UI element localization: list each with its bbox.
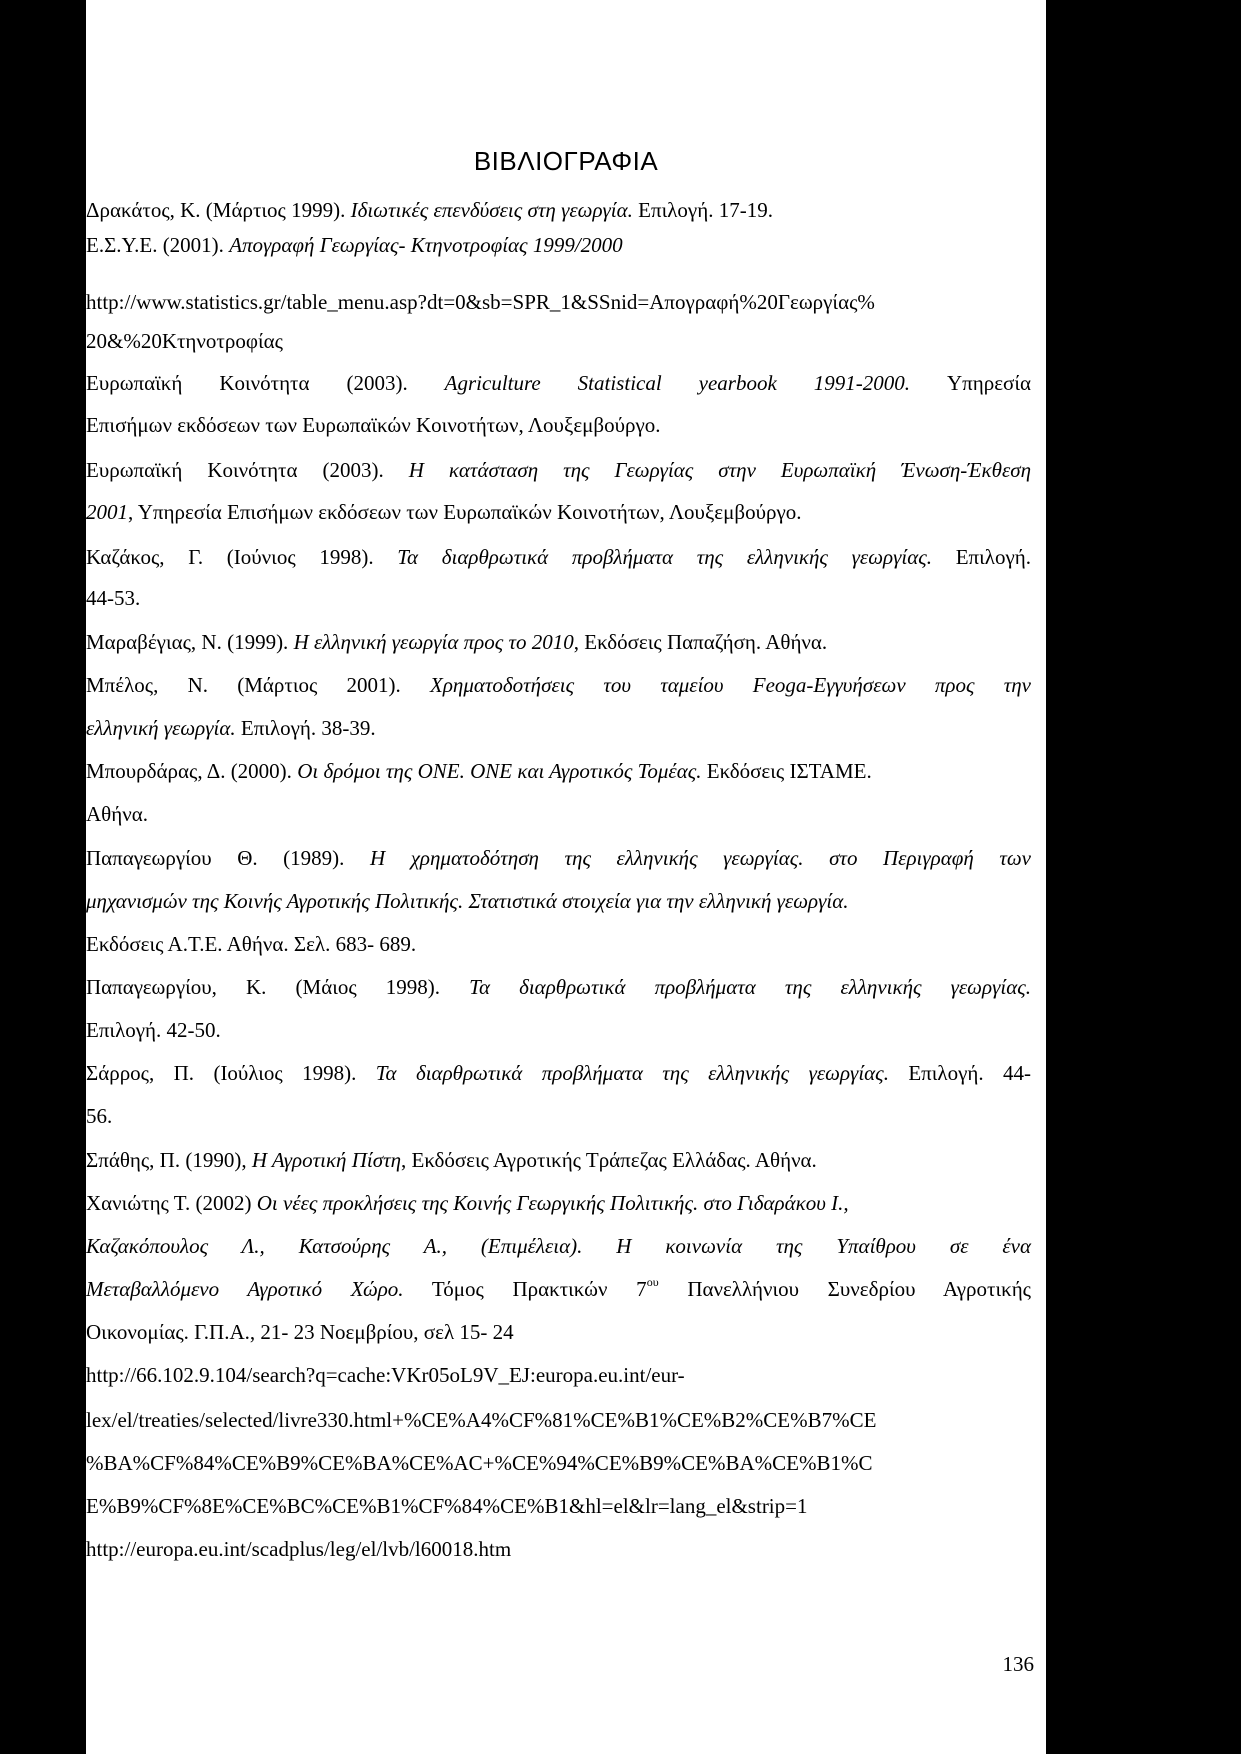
superscript: ου [646, 1275, 659, 1289]
reference-line: Επισήμων εκδόσεων των Ευρωπαϊκών Κοινοτήτων, Λουξεμβούργο. [86, 413, 661, 437]
reference-author: Χανιώτης Τ. (2002) [86, 1191, 257, 1215]
reference-author: Μπέλος, Ν. (Μάρτιος 2001). [86, 673, 430, 697]
reference-source: Επιλογή. 44- [888, 1061, 1032, 1085]
reference-author: Ευρωπαϊκή Κοινότητα (2003). [86, 371, 445, 395]
reference-author: Παπαγεωργίου Θ. (1989). [86, 846, 370, 870]
reference-title: μηχανισμών της Κοινής Αγροτικής Πολιτικής. Στατιστικά στοιχεία για την ελληνική γεωργία. [86, 889, 849, 913]
reference-title: Η ελληνική γεωργία προς το 2010 [293, 630, 574, 654]
reference-line [86, 1236, 1031, 1257]
reference-url[interactable]: %BA%CF%84%CE%B9%CE%BA%CE%AC+%CE%94%CE%B9%CE%BA%CE%B1%C [86, 1451, 873, 1475]
reference-url: http://www.statistics.gr/table_menu.asp?dt=0&sb=SPR_1&SSnid=Απογραφή%20Γεωργίας% [86, 290, 875, 314]
reference-line: Αθήνα. [86, 802, 148, 826]
reference-title: Η κατάσταση της Γεωργίας στην Ευρωπαϊκή Ένωση-Έκθεση [408, 458, 1031, 482]
reference-line: Οικονομίας. Γ.Π.Α., 21- 23 Νοεμβρίου, σελ 15- 24 [86, 1320, 514, 1344]
document-page [86, 0, 1046, 1754]
reference-source: Εκδόσεις ΙΣΤΑΜΕ. [701, 759, 872, 783]
reference-line [86, 200, 773, 221]
reference-source: , Υπηρεσία Επισήμων εκδόσεων των Ευρωπαϊκών Κοινοτήτων, Λουξεμβούργο. [128, 500, 802, 524]
reference-line [86, 373, 1031, 394]
reference-line [86, 848, 1031, 869]
page-number: 136 [1002, 1652, 1034, 1676]
reference-line: Εκδόσεις Α.Τ.Ε. Αθήνα. Σελ. 683- 689. [86, 932, 417, 956]
reference-title: ελληνική γεωργία. [86, 716, 236, 740]
reference-line [86, 1275, 1031, 1301]
reference-url[interactable]: http://europa.eu.int/scadplus/leg/el/lvb/l60018.htm [86, 1537, 512, 1561]
reference-line: 56. [86, 1104, 113, 1128]
reference-source: , Εκδόσεις Παπαζήση. Αθήνα. [573, 630, 828, 654]
reference-source: Επιλογή. [932, 545, 1031, 569]
reference-line [86, 1150, 817, 1171]
reference-title: Οι δρόμοι της ΟΝΕ. ΟΝΕ και Αγροτικός Τομέας. [297, 759, 702, 783]
reference-source: , Εκδόσεις Αγροτικής Τράπεζας Ελλάδας. Αθήνα. [401, 1148, 817, 1172]
reference-author: Σάρρος, Π. (Ιούλιος 1998). [86, 1061, 376, 1085]
reference-author: Μαραβέγιας, Ν. (1999). [86, 630, 294, 654]
reference-line [86, 502, 801, 523]
reference-title: Agriculture Statistical yearbook 1991-2000. [444, 371, 910, 395]
reference-line [86, 235, 623, 256]
reference-title: Η χρηματοδότηση της ελληνικής γεωργίας. στο Περιγραφή των [369, 846, 1031, 870]
reference-line [86, 761, 872, 782]
reference-author: Δρακάτος, Κ. (Μάρτιος 1999). [86, 198, 351, 222]
reference-source: Υπηρεσία [910, 371, 1031, 395]
reference-url: 20&%20Κτηνοτροφίας [86, 329, 283, 353]
reference-title: Οι νέες προκλήσεις της Κοινής Γεωργικής Πολιτικής. στο Γιδαράκου Ι., [256, 1191, 849, 1215]
reference-title: Τα διαρθρωτικά προβλήματα της ελληνικής γεωργίας. [375, 1061, 889, 1085]
reference-url[interactable]: lex/el/treaties/selected/livre330.html+%CE%A4%CF%81%CE%B1%CE%B2%CE%B7%CE [86, 1408, 877, 1432]
reference-source: Τόμος Πρακτικών 7 [403, 1277, 647, 1301]
reference-line [86, 460, 1031, 481]
reference-title: Απογραφή Γεωργίας- Κτηνοτροφίας 1999/2000 [229, 233, 623, 257]
reference-author: Μπουρδάρας, Δ. (2000). [86, 759, 298, 783]
reference-title: Μεταβαλλόμενο Αγροτικό Χώρο. [86, 1277, 404, 1301]
reference-title: 2001 [86, 500, 128, 524]
reference-line: 44-53. [86, 586, 141, 610]
reference-line [86, 1193, 849, 1214]
reference-source: Επιλογή. 17-19. [632, 198, 773, 222]
reference-source: Επιλογή. 38-39. [235, 716, 376, 740]
reference-line [86, 632, 827, 653]
reference-title: Τα διαρθρωτικά προβλήματα της ελληνικής γεωργίας. [469, 975, 1031, 999]
reference-line: Επιλογή. 42-50. [86, 1018, 221, 1042]
reference-line [86, 977, 1031, 998]
reference-author: Παπαγεωργίου, Κ. (Μάιος 1998). [86, 975, 470, 999]
reference-author: Σπάθης, Π. (1990), [86, 1148, 252, 1172]
reference-title: Η Αγροτική Πίστη [251, 1148, 402, 1172]
reference-title: Χρηματοδοτήσεις του ταμείου Feoga-Εγγυήσεων προς την [430, 673, 1031, 697]
reference-title: Τα διαρθρωτικά προβλήματα της ελληνικής γεωργίας. [397, 545, 933, 569]
reference-author: Ευρωπαϊκή Κοινότητα (2003). [86, 458, 409, 482]
reference-line [86, 718, 376, 739]
reference-source: Πανελλήνιου Συνεδρίου Αγροτικής [658, 1277, 1031, 1301]
reference-line [86, 547, 1031, 568]
reference-title: Καζακόπουλος Λ., Κατσούρης Α., (Επιμέλεια). Η κοινωνία της Υπαίθρου σε ένα [86, 1234, 1031, 1258]
reference-title: Ιδιωτικές επενδύσεις στη γεωργία. [350, 198, 633, 222]
reference-line [86, 675, 1031, 696]
reference-url[interactable]: http://66.102.9.104/search?q=cache:VKr05oL9V_EJ:europa.eu.int/eur- [86, 1363, 685, 1387]
reference-author: Ε.Σ.Υ.Ε. (2001). [86, 233, 230, 257]
reference-url[interactable]: E%B9%CF%8E%CE%BC%CE%B1%CF%84%CE%B1&hl=el&lr=lang_el&strip=1 [86, 1494, 808, 1518]
reference-line [86, 1063, 1031, 1084]
reference-author: Καζάκος, Γ. (Ιούνιος 1998). [86, 545, 398, 569]
page-title: ΒΙΒΛΙΟΓΡΑΦΙΑ [473, 146, 659, 176]
reference-line [86, 891, 849, 912]
